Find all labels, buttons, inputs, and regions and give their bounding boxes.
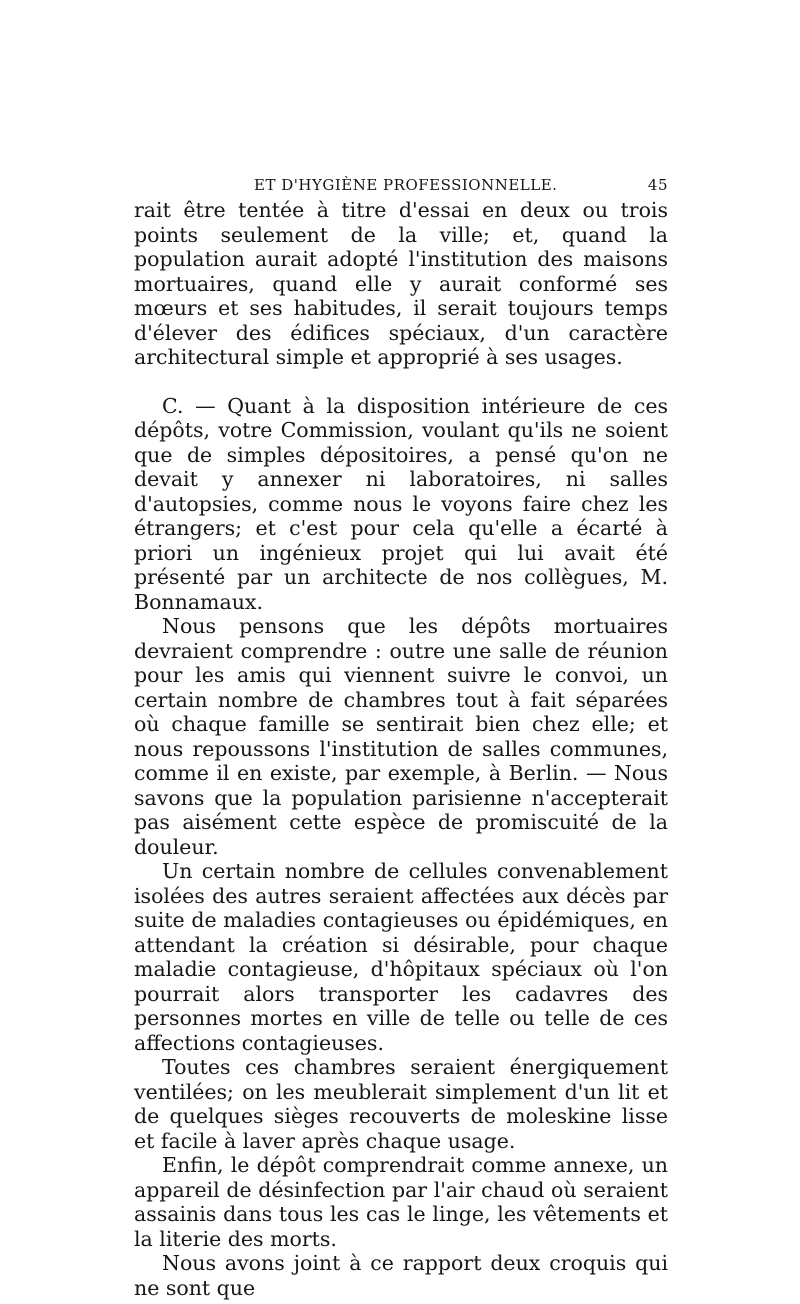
running-head bbox=[134, 172, 668, 198]
paragraph: Toutes ces chambres seraient énergiquement ventilées; on les meublerait simplement d'un lit et de quelques sièges recouverts de moleskine lisse et facile à laver après chaque usage. bbox=[134, 1055, 668, 1153]
paragraph-continuation: rait être tentée à titre d'essai en deux ou trois points seulement de la ville; et, quand la population aurait adopté l'institution des maisons mortuaires, quand elle y aurait conformé ses mœurs et ses habitudes, il serait toujours temps d'élever des édifices spéciaux, d'un caractère architectural simple et approprié à ses usages. bbox=[134, 198, 668, 369]
paragraph: Un certain nombre de cellules convenablement isolées des autres seraient affectées aux décès par suite de maladies contagieuses ou épidémiques, en attendant la création si désirable, pour chaque maladie contagieuse, d'hôpitaux spéciaux où l'on pourrait alors transporter les cadavres des personnes mortes en ville de telle ou telle de ces affections contagieuses. bbox=[134, 859, 668, 1055]
body-text bbox=[134, 198, 668, 1300]
paragraph: Enfin, le dépôt comprendrait comme annexe, un appareil de désinfection par l'air chaud où seraient assainis dans tous les cas le linge, les vêtements et la literie des morts. bbox=[134, 1153, 668, 1251]
paragraph-section-c: C. — Quant à la disposition intérieure de ces dépôts, votre Commission, voulant qu'ils ne soient que de simples dépositoires, a pensé qu'on ne devait y annexer ni laboratoires, ni salles d'autopsies, comme nous le voyons faire chez les étrangers; et c'est pour cela qu'elle a écarté à priori un ingénieux projet qui lui avait été présenté par un architecte de nos collègues, M. Bonnamaux. bbox=[134, 393, 668, 614]
paragraph-last-line: Nous avons joint à ce rapport deux croquis qui ne sont que bbox=[134, 1251, 668, 1300]
page-number: 45 bbox=[647, 176, 668, 194]
paragraph: Nous pensons que les dépôts mortuaires devraient comprendre : outre une salle de réunion pour les amis qui viennent suivre le convoi, un certain nombre de chambres tout à fait séparées où chaque famille se sentirait bien chez elle; et nous repoussons l'institution de salles communes, comme il en existe, par exemple, à Berlin. — Nous savons que la population parisienne n'accepterait pas aisément cette espèce de promiscuité de la douleur. bbox=[134, 614, 668, 859]
running-head-title: ET D'HYGIÈNE PROFESSIONNELLE. bbox=[254, 176, 558, 194]
